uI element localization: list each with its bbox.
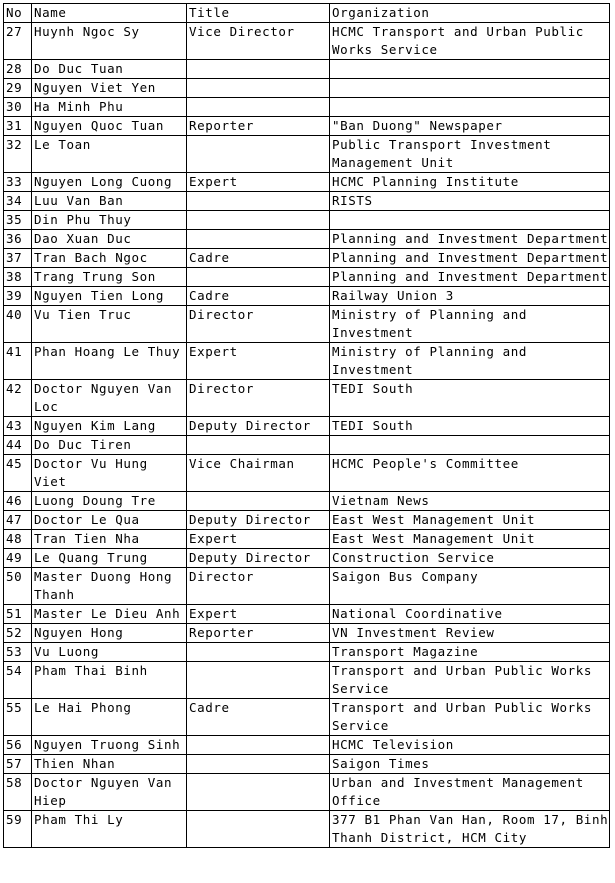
cell-no: 43: [4, 417, 32, 436]
table-row: [4, 699, 610, 736]
cell-name: Doctor Vu Hung Viet: [32, 455, 187, 492]
cell-name: Luong Doung Tre: [32, 492, 187, 511]
cell-organization: Construction Service: [330, 549, 610, 568]
cell-organization: Public Transport Investment Management Unit: [330, 136, 610, 173]
cell-organization: National Coordinative: [330, 605, 610, 624]
table-row: [4, 755, 610, 774]
cell-no: 35: [4, 211, 32, 230]
cell-organization: HCMC People's Committee: [330, 455, 610, 492]
cell-title: [187, 79, 330, 98]
cell-organization: HCMC Planning Institute: [330, 173, 610, 192]
cell-title: Expert: [187, 343, 330, 380]
cell-no: 46: [4, 492, 32, 511]
cell-organization: [330, 211, 610, 230]
cell-no: 56: [4, 736, 32, 755]
table-row: [4, 455, 610, 492]
cell-title: Vice Director: [187, 23, 330, 60]
cell-title: [187, 98, 330, 117]
cell-title: Director: [187, 306, 330, 343]
cell-name: Pham Thi Ly: [32, 811, 187, 848]
header-title: Title: [187, 4, 330, 23]
cell-title: Cadre: [187, 699, 330, 736]
cell-no: 44: [4, 436, 32, 455]
table-row: [4, 530, 610, 549]
cell-name: Nguyen Quoc Tuan: [32, 117, 187, 136]
cell-organization: Planning and Investment Department: [330, 268, 610, 287]
table-row: [4, 511, 610, 530]
cell-title: [187, 436, 330, 455]
cell-organization: 377 B1 Phan Van Han, Room 17, Binh Thanh District, HCM City: [330, 811, 610, 848]
cell-no: 45: [4, 455, 32, 492]
cell-title: Director: [187, 380, 330, 417]
cell-organization: [330, 436, 610, 455]
table-row: [4, 287, 610, 306]
cell-title: [187, 136, 330, 173]
cell-title: Expert: [187, 530, 330, 549]
cell-name: Doctor Nguyen Van Loc: [32, 380, 187, 417]
cell-title: [187, 662, 330, 699]
cell-organization: Railway Union 3: [330, 287, 610, 306]
table-row: [4, 568, 610, 605]
table-row: [4, 117, 610, 136]
participants-table: [3, 3, 610, 848]
cell-name: Pham Thai Binh: [32, 662, 187, 699]
table-row: [4, 23, 610, 60]
cell-organization: TEDI South: [330, 380, 610, 417]
table-row: [4, 380, 610, 417]
cell-no: 51: [4, 605, 32, 624]
cell-organization: East West Management Unit: [330, 530, 610, 549]
table-row: [4, 98, 610, 117]
cell-title: Reporter: [187, 624, 330, 643]
table-row: [4, 736, 610, 755]
cell-organization: Vietnam News: [330, 492, 610, 511]
cell-name: Thien Nhan: [32, 755, 187, 774]
cell-title: Deputy Director: [187, 511, 330, 530]
cell-no: 47: [4, 511, 32, 530]
cell-name: Tran Tien Nha: [32, 530, 187, 549]
cell-organization: Planning and Investment Department: [330, 230, 610, 249]
cell-organization: HCMC Transport and Urban Public Works Service: [330, 23, 610, 60]
table-row: [4, 417, 610, 436]
cell-title: [187, 192, 330, 211]
table-row: [4, 268, 610, 287]
table-row: [4, 343, 610, 380]
cell-no: 54: [4, 662, 32, 699]
cell-organization: VN Investment Review: [330, 624, 610, 643]
cell-name: Vu Luong: [32, 643, 187, 662]
cell-no: 59: [4, 811, 32, 848]
cell-organization: Transport and Urban Public Works Service: [330, 699, 610, 736]
header-name: Name: [32, 4, 187, 23]
cell-title: [187, 774, 330, 811]
table-row: [4, 436, 610, 455]
cell-title: Reporter: [187, 117, 330, 136]
cell-title: Cadre: [187, 287, 330, 306]
table-row: [4, 230, 610, 249]
cell-no: 31: [4, 117, 32, 136]
cell-name: Master Le Dieu Anh: [32, 605, 187, 624]
cell-no: 42: [4, 380, 32, 417]
cell-name: Nguyen Tien Long: [32, 287, 187, 306]
cell-organization: Transport and Urban Public Works Service: [330, 662, 610, 699]
cell-no: 58: [4, 774, 32, 811]
cell-name: Trang Trung Son: [32, 268, 187, 287]
cell-name: Nguyen Long Cuong: [32, 173, 187, 192]
cell-name: Doctor Nguyen Van Hiep: [32, 774, 187, 811]
cell-no: 36: [4, 230, 32, 249]
cell-name: Nguyen Truong Sinh: [32, 736, 187, 755]
table-row: [4, 492, 610, 511]
cell-name: Do Duc Tiren: [32, 436, 187, 455]
cell-organization: Planning and Investment Department: [330, 249, 610, 268]
cell-no: 41: [4, 343, 32, 380]
cell-name: Vu Tien Truc: [32, 306, 187, 343]
cell-no: 30: [4, 98, 32, 117]
cell-no: 52: [4, 624, 32, 643]
cell-organization: "Ban Duong" Newspaper: [330, 117, 610, 136]
cell-title: [187, 755, 330, 774]
cell-organization: East West Management Unit: [330, 511, 610, 530]
cell-title: [187, 643, 330, 662]
cell-organization: HCMC Television: [330, 736, 610, 755]
cell-no: 57: [4, 755, 32, 774]
table-row: [4, 211, 610, 230]
cell-title: Expert: [187, 173, 330, 192]
cell-name: Nguyen Viet Yen: [32, 79, 187, 98]
cell-no: 53: [4, 643, 32, 662]
cell-title: [187, 811, 330, 848]
table-row: [4, 173, 610, 192]
cell-no: 50: [4, 568, 32, 605]
cell-name: Dao Xuan Duc: [32, 230, 187, 249]
cell-name: Le Quang Trung: [32, 549, 187, 568]
cell-no: 33: [4, 173, 32, 192]
table-row: [4, 60, 610, 79]
cell-title: Cadre: [187, 249, 330, 268]
cell-name: Nguyen Kim Lang: [32, 417, 187, 436]
cell-title: Director: [187, 568, 330, 605]
cell-name: Phan Hoang Le Thuy: [32, 343, 187, 380]
cell-title: [187, 211, 330, 230]
table-row: [4, 192, 610, 211]
cell-organization: RISTS: [330, 192, 610, 211]
cell-title: Expert: [187, 605, 330, 624]
cell-no: 27: [4, 23, 32, 60]
cell-name: Do Duc Tuan: [32, 60, 187, 79]
cell-no: 49: [4, 549, 32, 568]
cell-name: Huynh Ngoc Sy: [32, 23, 187, 60]
cell-name: Tran Bach Ngoc: [32, 249, 187, 268]
table-row: [4, 643, 610, 662]
cell-organization: Ministry of Planning and Investment: [330, 343, 610, 380]
table-row: [4, 624, 610, 643]
cell-no: 29: [4, 79, 32, 98]
cell-no: 55: [4, 699, 32, 736]
table-row: [4, 774, 610, 811]
cell-name: Din Phu Thuy: [32, 211, 187, 230]
cell-organization: TEDI South: [330, 417, 610, 436]
cell-title: Deputy Director: [187, 549, 330, 568]
cell-name: Luu Van Ban: [32, 192, 187, 211]
cell-title: Vice Chairman: [187, 455, 330, 492]
cell-organization: [330, 60, 610, 79]
cell-title: [187, 268, 330, 287]
cell-organization: Ministry of Planning and Investment: [330, 306, 610, 343]
table-row: [4, 79, 610, 98]
table-row: [4, 249, 610, 268]
cell-organization: [330, 98, 610, 117]
table-row: [4, 136, 610, 173]
table-row: [4, 549, 610, 568]
cell-organization: Transport Magazine: [330, 643, 610, 662]
cell-title: [187, 230, 330, 249]
cell-name: Le Hai Phong: [32, 699, 187, 736]
cell-no: 38: [4, 268, 32, 287]
header-organization: Organization: [330, 4, 610, 23]
cell-title: [187, 60, 330, 79]
cell-no: 40: [4, 306, 32, 343]
cell-organization: [330, 79, 610, 98]
cell-no: 34: [4, 192, 32, 211]
cell-name: Le Toan: [32, 136, 187, 173]
cell-name: Doctor Le Qua: [32, 511, 187, 530]
cell-name: Master Duong Hong Thanh: [32, 568, 187, 605]
cell-no: 39: [4, 287, 32, 306]
cell-no: 32: [4, 136, 32, 173]
cell-no: 37: [4, 249, 32, 268]
cell-title: [187, 736, 330, 755]
cell-organization: Urban and Investment Management Office: [330, 774, 610, 811]
cell-title: [187, 492, 330, 511]
cell-organization: Saigon Bus Company: [330, 568, 610, 605]
table-row: [4, 605, 610, 624]
cell-organization: Saigon Times: [330, 755, 610, 774]
table-row: [4, 306, 610, 343]
table-row: [4, 811, 610, 848]
cell-name: Ha Minh Phu: [32, 98, 187, 117]
cell-no: 48: [4, 530, 32, 549]
cell-name: Nguyen Hong: [32, 624, 187, 643]
table-row: [4, 662, 610, 699]
cell-title: Deputy Director: [187, 417, 330, 436]
cell-no: 28: [4, 60, 32, 79]
header-row: [4, 4, 610, 23]
header-no: No: [4, 4, 32, 23]
